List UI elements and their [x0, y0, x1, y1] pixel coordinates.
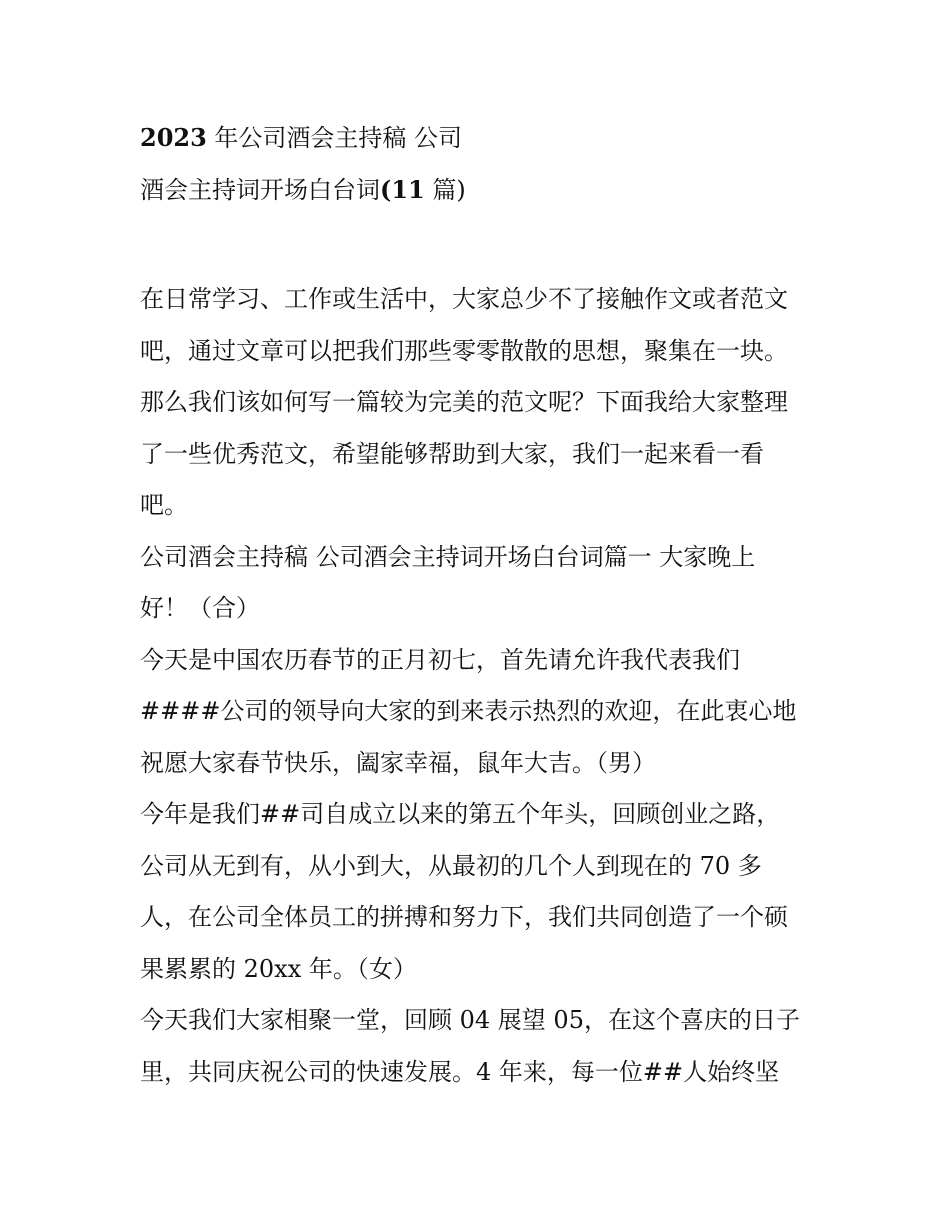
body-line: 了一些优秀范文，希望能够帮助到大家，我们一起来看一看 [140, 439, 764, 468]
body-line: 今年是我们##司自成立以来的第五个年头，回顾创业之路， [140, 800, 781, 828]
body-line: 那么我们该如何写一篇较为完美的范文呢？下面我给大家整理 [140, 388, 788, 416]
body-line: 公司从无到有，从小到大，从最初的几个人到现在的 70 多 [140, 851, 762, 880]
body-line: 吧。 [140, 491, 188, 519]
body-line: ####公司的领导向大家的到来表示热烈的欢迎，在此衷心地 [140, 697, 797, 725]
body-line: 人，在公司全体员工的拼搏和努力下，我们共同创造了一个硕 [140, 903, 788, 931]
body-line: 在日常学习、工作或生活中，大家总少不了接触作文或者范文 [140, 285, 788, 313]
body-line: 果累累的 20xx 年。（女） [140, 954, 417, 983]
title-line-1: 2023 年公司酒会主持稿 公司 [140, 123, 463, 152]
body-line: 祝愿大家春节快乐，阖家幸福，鼠年大吉。（男） [140, 748, 656, 777]
body-line: 里，共同庆祝公司的快速发展。4 年来，每一位##人始终坚 [140, 1057, 780, 1086]
body-line: 今天我们大家相聚一堂，回顾 04 展望 05，在这个喜庆的日子 [140, 1006, 800, 1034]
body-line: 今天是中国农历春节的正月初七，首先请允许我代表我们 [140, 645, 740, 674]
document-body [140, 274, 830, 1098]
document-title [140, 112, 830, 215]
title-line-2: 酒会主持词开场白台词(11 篇) [140, 174, 466, 204]
body-line: 吧，通过文章可以把我们那些零零散散的思想，聚集在一块。 [140, 336, 788, 365]
body-line: 公司酒会主持稿 公司酒会主持词开场白台词篇一 大家晚上 [140, 542, 756, 571]
body-line: 好！（合） [140, 594, 260, 622]
